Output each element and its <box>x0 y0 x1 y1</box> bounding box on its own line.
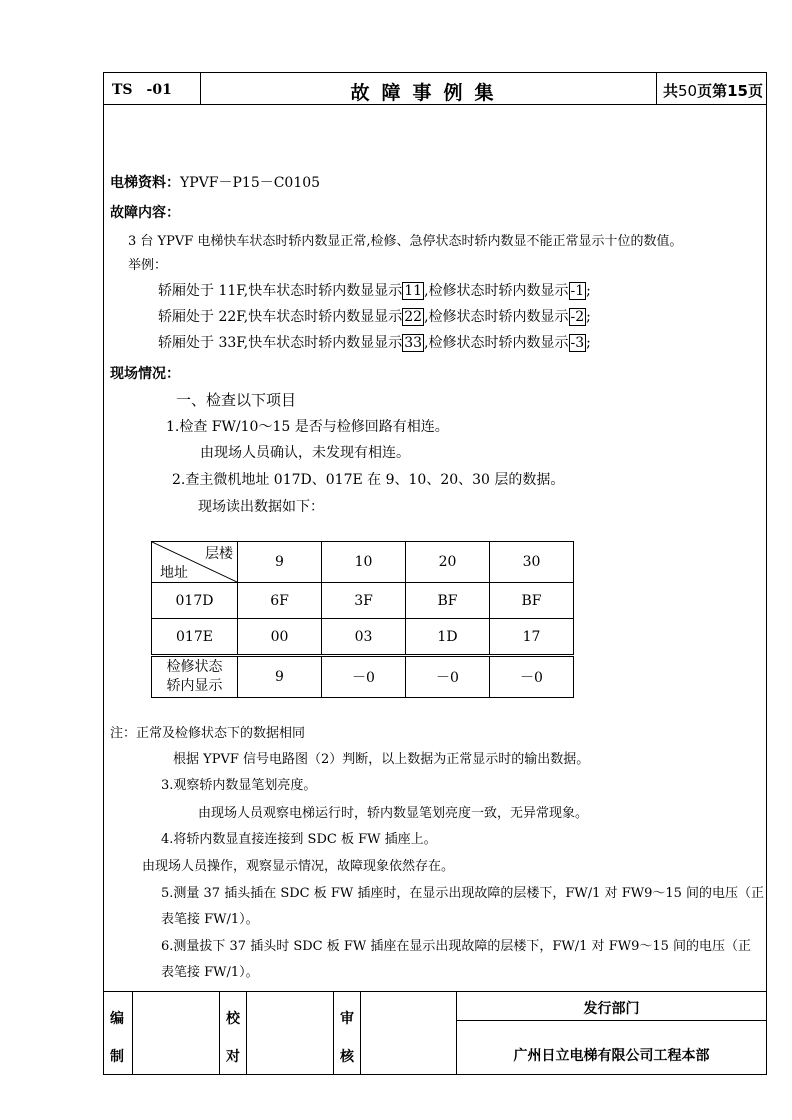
address-cell: 017E <box>152 619 238 656</box>
check-item-3-result: 由现场人员观察电梯运行时，轿内数显笔划亮度一致，无异常现象。 <box>198 806 589 821</box>
section-heading: 一、检查以下项目 <box>176 391 297 409</box>
example-text: ,检修状态时轿内数显示 <box>424 283 569 299</box>
example-fast-value: 33 <box>404 335 423 351</box>
check-label-1: 校 <box>226 1011 240 1027</box>
elevator-info <box>110 172 320 192</box>
address-cell: 017D <box>152 583 238 619</box>
check-item-5: 5.测量 37 插头插在 SDC 板 FW 插座时，在显示出现故障的层楼下，FW/1 对 FW9～15 间的电压（正 <box>161 886 765 901</box>
data-cell: 00 <box>238 619 322 656</box>
page-prefix: 共 <box>663 82 679 100</box>
data-cell: 1D <box>406 619 490 656</box>
check-item-4-result: 由现场人员操作，观察显示情况，故障现象依然存在。 <box>142 859 455 874</box>
floor-header: 20 <box>406 542 490 583</box>
floor-header: 30 <box>490 542 574 583</box>
fault-label: 故障内容： <box>110 205 180 221</box>
data-cell: 03 <box>322 619 406 656</box>
page-total: 50 <box>678 82 698 100</box>
example-label: 举例： <box>128 258 168 273</box>
address-data-table <box>151 541 574 698</box>
footer-issuer-rule <box>456 1020 767 1021</box>
display-cell: 9 <box>238 656 322 698</box>
example-inspection-value: -1 <box>570 283 585 299</box>
example-inspection-value: -3 <box>570 335 585 351</box>
table-header-row <box>152 542 574 583</box>
example-fast-value: 22 <box>404 309 423 325</box>
example-text: ,检修状态时轿内数显示 <box>424 335 569 351</box>
check-item-5-cont: 表笔接 FW/1）。 <box>161 912 259 927</box>
display-label-line: 轿内显示 <box>166 678 223 694</box>
example-text: ; <box>586 309 591 325</box>
data-cell: BF <box>490 583 574 619</box>
floor-header: 9 <box>238 542 322 583</box>
example-text: ; <box>586 283 591 299</box>
page-indicator <box>663 80 763 101</box>
doc-code: TS -01 <box>112 82 172 98</box>
site-label: 现场情况： <box>110 366 180 382</box>
table-row <box>152 619 574 656</box>
display-cell: －0 <box>490 656 574 698</box>
judgement-text: 根据 YPVF 信号电路图（2）判断，以上数据为正常显示时的输出数据。 <box>173 752 590 767</box>
doc-title: 故障事例集 <box>350 82 506 104</box>
check-item-1: 1.检查 FW/10～15 是否与检修回路有相连。 <box>166 419 449 435</box>
data-cell: 6F <box>238 583 322 619</box>
display-cell: －0 <box>406 656 490 698</box>
data-cell: BF <box>406 583 490 619</box>
check-item-2-result: 现场读出数据如下： <box>198 499 324 515</box>
page-current: 15 <box>727 82 748 100</box>
footer-divider <box>132 991 133 1075</box>
footer-divider <box>219 991 220 1075</box>
note: 注：正常及检修状态下的数据相同 <box>110 726 306 741</box>
footer-top-rule <box>103 991 767 992</box>
display-label-line: 检修状态 <box>166 659 223 675</box>
corner-floor-label: 层楼 <box>205 546 233 562</box>
example-text: ; <box>586 335 591 351</box>
table-corner-cell <box>152 542 238 583</box>
review-label-2: 核 <box>340 1049 354 1065</box>
table-row <box>152 656 574 698</box>
check-item-4: 4.将轿内数显直接连接到 SDC 板 FW 插座上。 <box>161 832 437 847</box>
example-text: 轿厢处于 22F,快车状态时轿内数显显示 <box>158 309 403 325</box>
review-label-1: 审 <box>340 1011 354 1027</box>
example-text: ,检修状态时轿内数显示 <box>424 309 569 325</box>
example-fast-value: 11 <box>404 283 423 299</box>
issuer-name: 广州日立电梯有限公司工程本部 <box>513 1048 710 1064</box>
data-cell: 3F <box>322 583 406 619</box>
fault-description: 3 台 YPVF 电梯快车状态时轿内数显正常,检修、急停状态时轿内数显不能正常显示十位的数值。 <box>128 234 683 249</box>
check-label-2: 对 <box>226 1049 240 1065</box>
check-item-3: 3.观察轿内数显笔划亮度。 <box>161 778 317 793</box>
example-text: 轿厢处于 11F,快车状态时轿内数显显示 <box>158 283 403 299</box>
elevator-label: 电梯资料： <box>110 175 180 191</box>
example-line <box>158 332 591 352</box>
footer-divider <box>360 991 361 1075</box>
example-text: 轿厢处于 33F,快车状态时轿内数显显示 <box>158 335 403 351</box>
elevator-value: YPVF－P15－C0105 <box>180 175 321 191</box>
footer-divider <box>246 991 247 1075</box>
page-mid: 页第 <box>697 82 728 100</box>
edit-label-1: 编 <box>110 1011 124 1027</box>
floor-header: 10 <box>322 542 406 583</box>
table-row <box>152 583 574 619</box>
example-inspection-value: -2 <box>570 309 585 325</box>
display-cell: －0 <box>322 656 406 698</box>
page-suffix: 页 <box>748 82 764 100</box>
display-label-cell <box>152 656 238 698</box>
check-item-2: 2.查主微机地址 017D、017E 在 9、10、20、30 层的数据。 <box>172 472 565 488</box>
check-item-6-cont: 表笔接 FW/1）。 <box>161 965 259 980</box>
check-item-1-result: 由现场人员确认，未发现有相连。 <box>200 445 410 461</box>
footer-divider <box>333 991 334 1075</box>
check-item-6: 6.测量拔下 37 插头时 SDC 板 FW 插座在显示出现故障的层楼下，FW/1 对 FW9～15 间的电压（正 <box>161 939 752 954</box>
header-divider-right <box>656 72 657 104</box>
issuer-label: 发行部门 <box>583 1001 640 1017</box>
example-line <box>158 306 591 326</box>
data-cell: 17 <box>490 619 574 656</box>
corner-address-label: 地址 <box>160 565 188 581</box>
edit-label-2: 制 <box>110 1049 124 1065</box>
example-line <box>158 280 591 300</box>
